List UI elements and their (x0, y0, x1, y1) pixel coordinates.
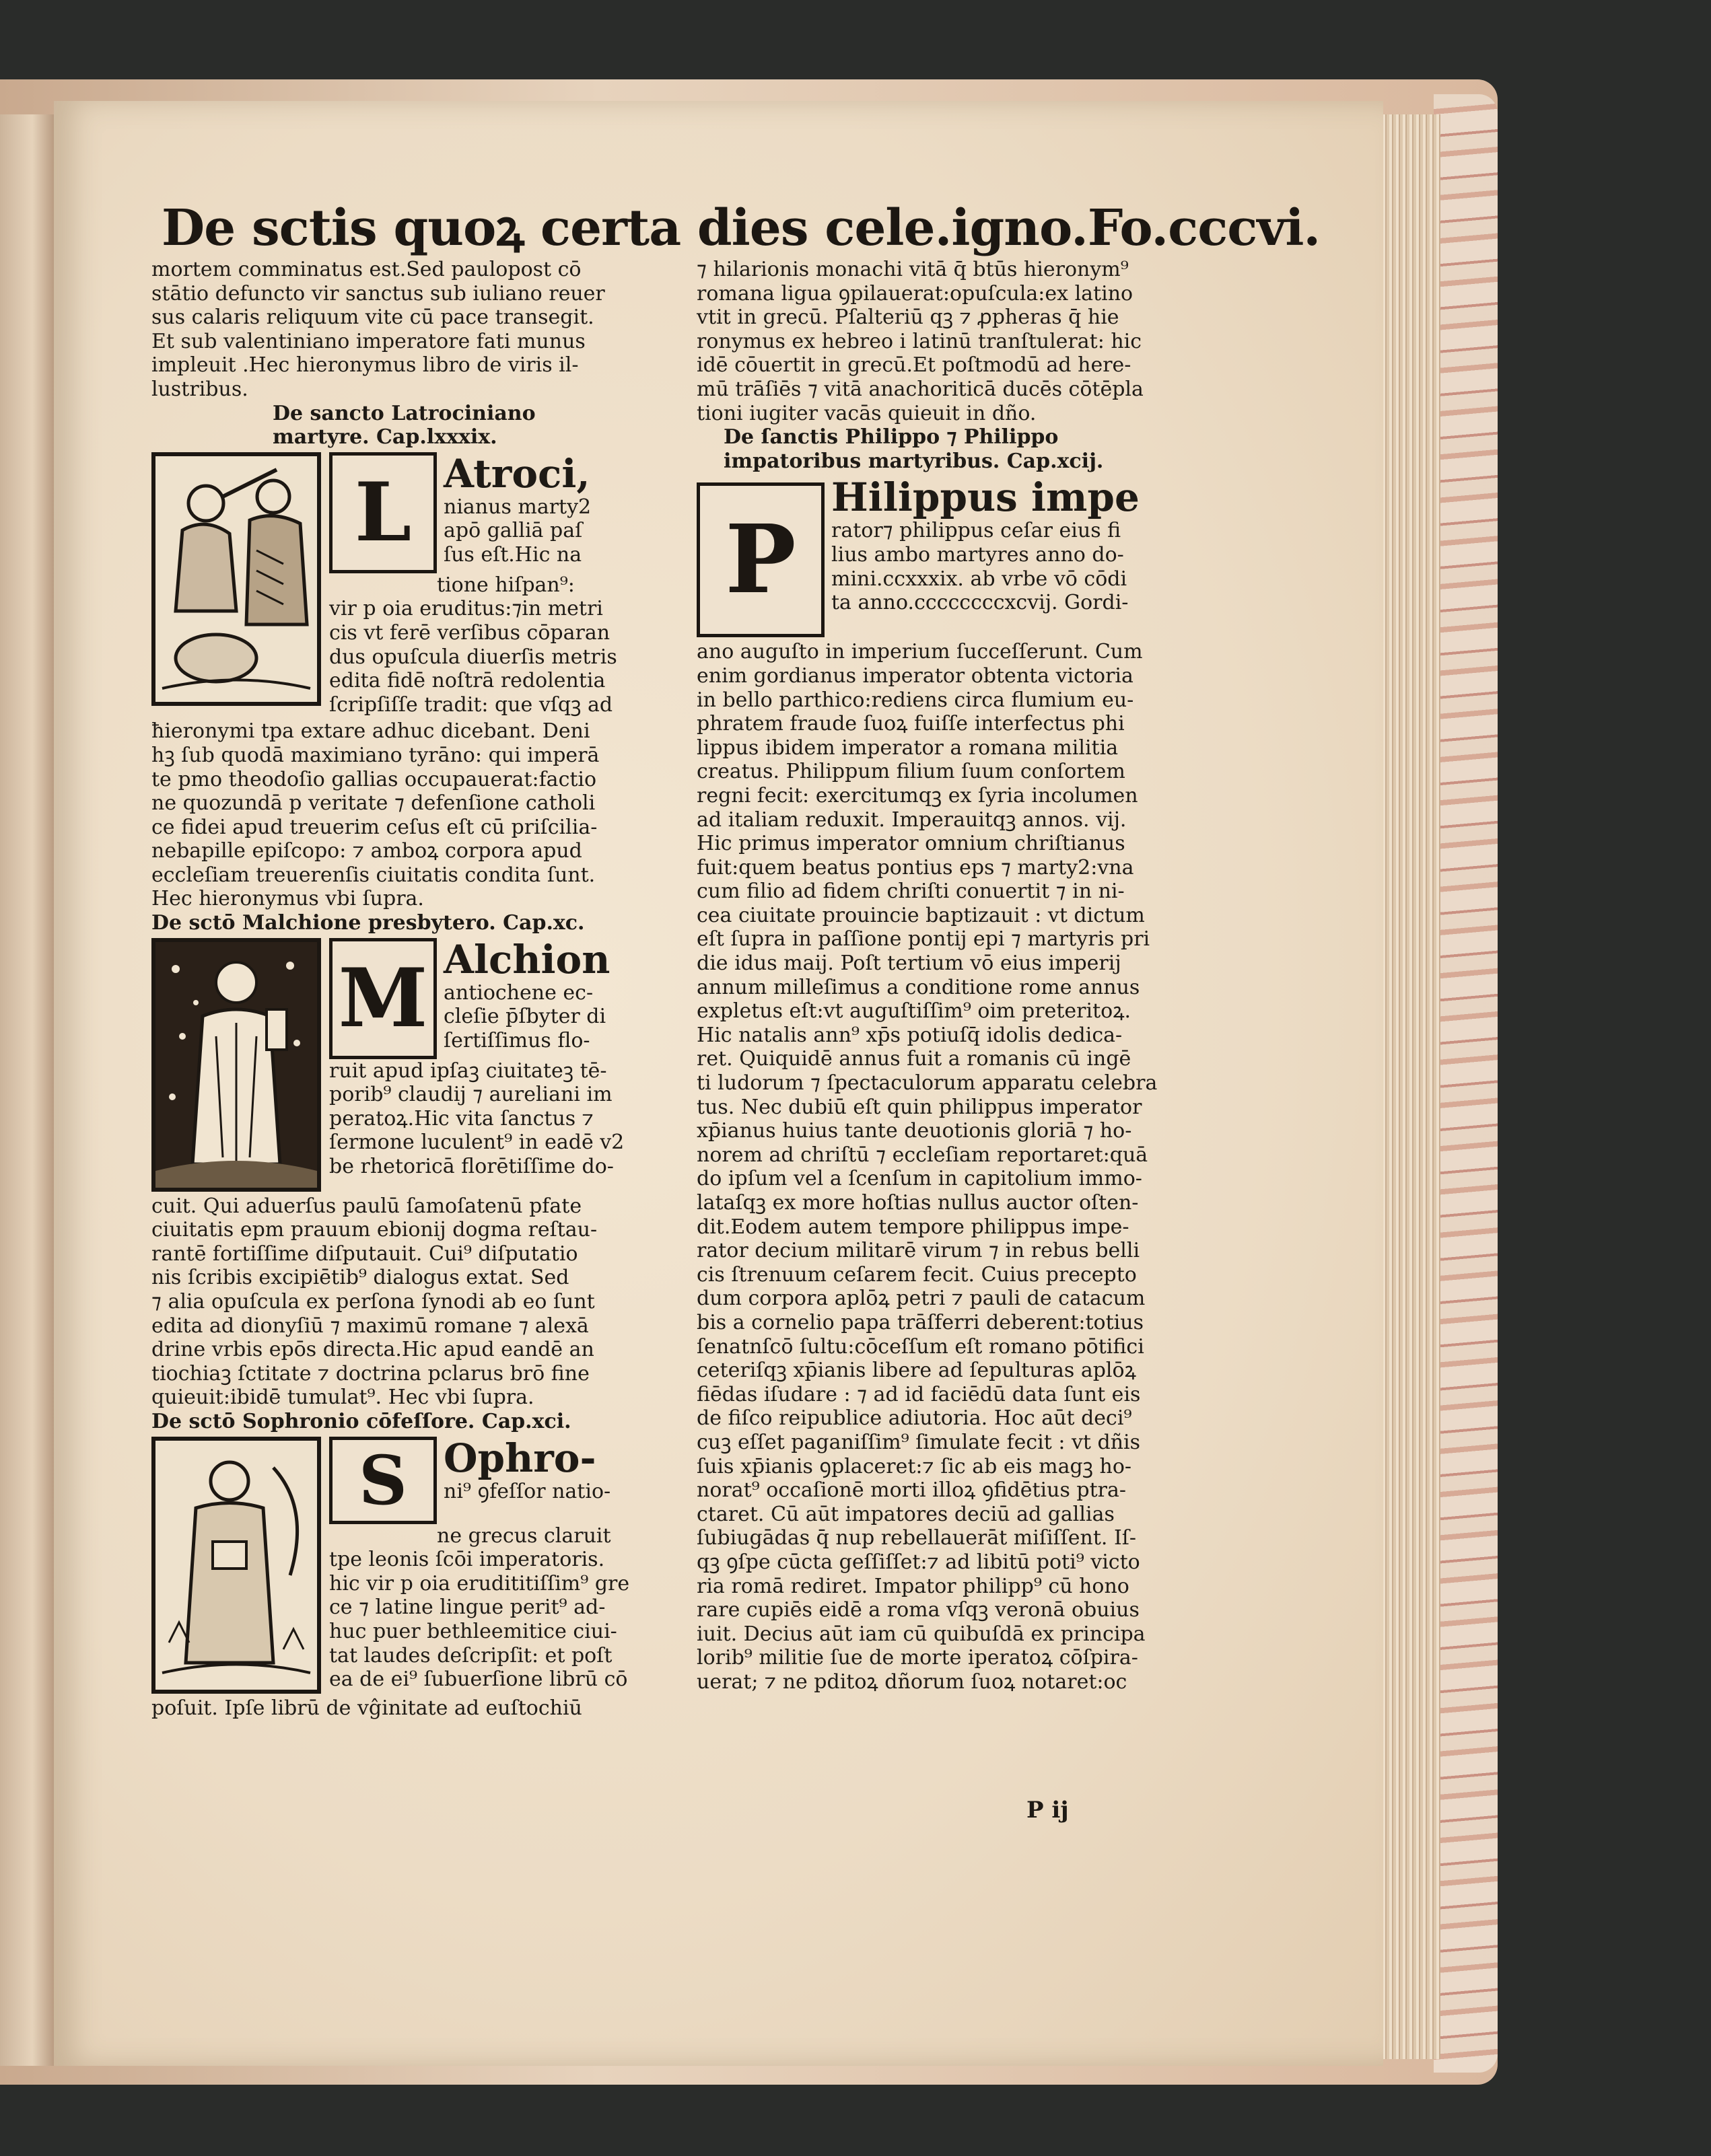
text-line: sus calaris reliquum vite cū pace transegit. (151, 306, 594, 330)
right-intro-text (697, 258, 1154, 425)
text-line: lippus ibidem imperator a romana militia (697, 735, 1119, 760)
text-line: nis ſcribis excipiētib⁹ dialogus extat. Sed (151, 1266, 569, 1290)
text-line: dum corpora aplōꝝ petri ⁊ pauli de catacum (697, 1287, 1146, 1311)
left-column (151, 258, 636, 2068)
text-line: mū trāſiēs ⁊ vitā anachoriticā ducēs cōtēpla (697, 377, 1144, 401)
section-opening-word: Alchion (444, 936, 610, 982)
text-line: stātio defuncto vir sanctus sub iuliano reuer (151, 281, 605, 306)
text-line: eccleſiam treuerenſis ciuitatis condita ſunt. (151, 863, 596, 887)
text-line: Hec hieronymus vbi ſupra. (151, 887, 424, 911)
text-line: xp̄ianus huius tante deuotionis gloriā ⁊ ho- (697, 1119, 1132, 1143)
text-line: rator decium militarē virum ⁊ in rebus belli (697, 1239, 1140, 1263)
right-column (697, 258, 1158, 2068)
text-line: cis ſtrenuum ceſarem fecit. Cuius precepto (697, 1262, 1137, 1287)
woodcut-saint-image (151, 938, 321, 1192)
sophronius-block: S Ophro- ni⁹ ꝯfeſſor natio- ne grecus claruit tpe leonis ſcōi imperatoris. hic vir p oia erudititiſſim⁹ gre ce ⁊ latine lingue perit⁹ ad- huc puer bethleemitice ciui- tat laudes deſcripſit: et poſt ea de ei⁹ ſubuerſione librū cō (151, 1437, 636, 1694)
text-line: cum filio ad fidem chriſti conuertit ⁊ in ni- (697, 879, 1125, 904)
woodcut-confessor-image (151, 1437, 321, 1694)
malchion-block: M Alchion antiochene ec- cleſie p̄ſbyter di ſertiſſimus flo- ruit apud ipſaꝫ ciuitateꝫ tē- porib⁹ claudij ⁊ aureliani im peratoꝝ.Hic vita ſanctus ⁊ ſermone luculent⁹ in eadē v2 be rhetoricā florētiſſime do- (151, 938, 636, 1192)
text-line: ⁊ hilarionis monachi vitā q̄ btūs hieronym⁹ (697, 258, 1129, 281)
section-opening-word: Ophro- (444, 1435, 596, 1481)
text-line: expletus eſt:vt auguſtiſſim⁹ oim preteritoꝝ. (697, 999, 1131, 1023)
text-line: lataſqꝫ ex more hoſtias nullus auctor oſten- (697, 1191, 1139, 1215)
text-line: impleuit .Hec hieronymus libro de viris il- (151, 353, 579, 378)
text-line: Hic natalis ann⁹ xp̄s potiuſq̄ idolis dedica- (697, 1023, 1123, 1047)
text-line: te pmo theodoſio gallias occupauerat:factio (151, 767, 597, 791)
text-line: edita ad dionyſiū ⁊ maximū romane ⁊ alexā (151, 1314, 589, 1338)
initial-letter-S-icon: S (329, 1437, 437, 1524)
left-page-gutter (0, 114, 54, 2066)
text-line: ria romā rediret. Impator philipp⁹ cū hono (697, 1574, 1129, 1598)
text-line: creatus. Philippum filium ſuum conſortem (697, 760, 1125, 784)
text-line: ħieronymi tpa extare adhuc dicebant. Deni (151, 719, 590, 744)
initial-letter-L-icon: L (329, 452, 437, 573)
text-line: tioni iugiter vacās quieuit in dño. (697, 401, 1037, 425)
text-line: lorib⁹ militie ſue de morte iperatoꝝ cōſpira- (697, 1646, 1138, 1670)
woodcut-martyrdom-image (151, 452, 321, 706)
text-line: ciuitatis epm prauum ebionij dogma reſtau- (151, 1218, 598, 1242)
section-heading-philippus: De ſanctis Philippo ⁊ Philippo impatoribus martyribus. Cap.xcij. (724, 425, 1104, 473)
text-line: die idus maij. Poſt tertium vō eius imperij (697, 951, 1121, 976)
text-line: bis a cornelio papa trāſferri deberent:totius (697, 1310, 1144, 1334)
signature-mark: P ij (1026, 1797, 1069, 1824)
text-line: rantē fortiſſime diſputauit. Cui⁹ diſputatio (151, 1242, 578, 1266)
left-intro-text (151, 258, 636, 402)
text-line: ad italiam reduxit. Imperauitqꝫ annos. vij. (697, 807, 1127, 832)
section-opening-word: Hilippus impe (831, 474, 1140, 521)
text-line: ret. Quiquidē annus fuit a romanis cū ingē (697, 1047, 1131, 1071)
text-line: ce fidei apud treuerim ceſus eſt cū priſcilia- (151, 815, 598, 839)
text-line: enim gordianus imperator obtenta victoria (697, 663, 1133, 688)
text-line: cuit. Qui aduerſus paulū ſamoſatenū pfate (151, 1194, 582, 1218)
text-line: ſubiugādas q̄ nup rebellauerāt miſiſſent. Iſ- (697, 1526, 1137, 1550)
text-line: fuit:quem beatus pontius eps ⁊ marty2:vna (697, 855, 1134, 879)
text-line: mortem comminatus est.Sed paulopost cō (151, 258, 582, 281)
text-line: do ipſum vel a ſcenſum in capitolium immo- (697, 1167, 1142, 1191)
philippus-body-text (697, 640, 1158, 1694)
text-line: ceteriſqꝫ xp̄ianis libere ad ſepulturas aplōꝝ (697, 1359, 1136, 1383)
text-line: uerat; ⁊ ne pditoꝝ dñorum ſuoꝝ notaret:oc (697, 1669, 1127, 1694)
text-line: Hic primus imperator omnium chriſtianus (697, 832, 1125, 856)
text-line: iuit. Decius aūt iam cū quibuſdā ex principa (697, 1622, 1146, 1646)
section-heading-latrocinianus: De sancto Latrociniano martyre. Cap.lxxxix. (273, 401, 536, 450)
text-line: romana ligua ꝯpilauerat:opuſcula:ex latino (697, 281, 1133, 306)
text-line: fiēdas iſudare : ⁊ ad id faciēdū data ſunt eis (697, 1382, 1141, 1406)
text-line: rare cupiēs eidē a roma vſqꝫ veronā obuius (697, 1598, 1140, 1622)
text-line: dit.Eodem autem tempore philippus impe- (697, 1215, 1129, 1239)
text-line: cea ciuitate prouincie baptizauit : vt dictum (697, 903, 1145, 927)
text-line: qꝫ ꝯſpe cūcta geſſiſſet:⁊ ad libitū poti⁹ victo (697, 1550, 1140, 1574)
text-line: ne quozundā p veritate ⁊ defenſione catholi (151, 791, 596, 816)
text-line: tus. Nec dubiū eſt quin philippus imperator (697, 1095, 1142, 1119)
cover-edge-marbled (1434, 94, 1498, 2073)
page-edges (1373, 114, 1440, 2059)
text-line: ronymus ex hebreo i latinū tranſtulerat: hic (697, 329, 1142, 353)
initial-letter-M-icon: M (329, 938, 437, 1059)
text-line: ti ludorum ⁊ ſpectaculorum apparatu celebra (697, 1071, 1158, 1095)
text-line: annum milleſimus a conditione rome annus (697, 975, 1140, 999)
text-line: vtit in grecū. Pſalteriū qꝫ ⁊ ꝓpheras q̄ hie (697, 306, 1119, 330)
text-line: norem ad chriſtū ⁊ eccleſiam reportaret:quā (697, 1143, 1148, 1167)
text-line: idē cōuertit in grecū.Et poſtmodū ad here- (697, 353, 1131, 378)
section-heading-sophronius: De sctō Sophronio cōfeſſore. Cap.xci. (151, 1410, 571, 1433)
malchion-body-text (151, 1194, 636, 1410)
text-line: ⁊ alia opuſcula ex perſona ſynodi ab eo ſunt (151, 1290, 595, 1314)
text-line: norat⁹ occaſionē morti illoꝝ ꝯfidētius ptra- (697, 1478, 1127, 1503)
latrocinianus-block: L Atroci, nianus marty2 apō galliā paſ ſus eſt.Hic na tione hiſpan⁹: vir p oia eruditus:⁊in metri cis vt ferē verſibus cōparan dus opuſcula diuerſis metris edita fidē noſtrā redolentia ſcripſiſſe tradit: que vſqꝫ ad (151, 452, 636, 717)
text-line: quieuit:ibidē tumulat⁹. Hec vbi ſupra. (151, 1386, 534, 1410)
sophronius-body-text (151, 1696, 636, 1721)
text-line: in bello parthico:rediens circa flumium eu- (697, 688, 1134, 712)
latrocinianus-body-text (151, 719, 636, 911)
text-line: drine vrbis epōs directa.Hic apud eandē an (151, 1338, 594, 1362)
text-line: ctaret. Cū aūt impatores deciū ad gallias (697, 1502, 1115, 1526)
text-line: de fiſco reipublice adiutoria. Hoc aūt deci⁹ (697, 1406, 1132, 1431)
text-line: phratem fraude ſuoꝝ fuiſſe interfectus phi (697, 712, 1125, 736)
text-line: ano auguſto in imperium ſucceſſerunt. Cum (697, 640, 1143, 664)
section-heading-malchion: De sctō Malchione presbytero. Cap.xc. (151, 911, 585, 935)
running-head: De sctis quoꝝ certa dies cele.igno.Fo.cccvi. (162, 199, 1321, 257)
text-line: lustribus. (151, 377, 248, 401)
text-line: ſuis xp̄ianis ꝯplaceret:⁊ ſic ab eis magꝫ ho- (697, 1454, 1132, 1478)
initial-letter-P-icon: P (697, 482, 825, 637)
text-line: poſuit. Ipſe librū de vĝinitate ad euſtochiū (151, 1696, 582, 1720)
philippus-block: P Hilippus impe rator⁊ philippus ceſar eius fi lius ambo martyres anno do- mini.ccxxxix. ab vrbe vō cōdi ta anno.ccccccccxcvij. Gordi- (697, 476, 1154, 637)
text-line: hꝫ ſub quodā maximiano tyrāno: qui imperā (151, 743, 600, 767)
text-line: cuꝫ eſſet paganiſſim⁹ ſimulate fecit : vt dñis (697, 1430, 1141, 1454)
text-line: eſt ſupra in paſſione pontij epi ⁊ martyris pri (697, 927, 1150, 951)
text-line: ſenatnſcō ſultu:cōceſſum eſt romano pōtifici (697, 1334, 1144, 1359)
text-line: nebapille epiſcopo: ⁊ amboꝝ corpora apud (151, 839, 582, 863)
text-line: tiochiaꝫ ſctitate ⁊ doctrina pclarus brō fine (151, 1361, 590, 1386)
text-line: Et sub valentiniano imperatore fati munus (151, 329, 586, 353)
text-line: regni fecit: exercitumqꝫ ex ſyria incolumen (697, 783, 1138, 807)
section-opening-word: Atroci, (444, 450, 590, 497)
